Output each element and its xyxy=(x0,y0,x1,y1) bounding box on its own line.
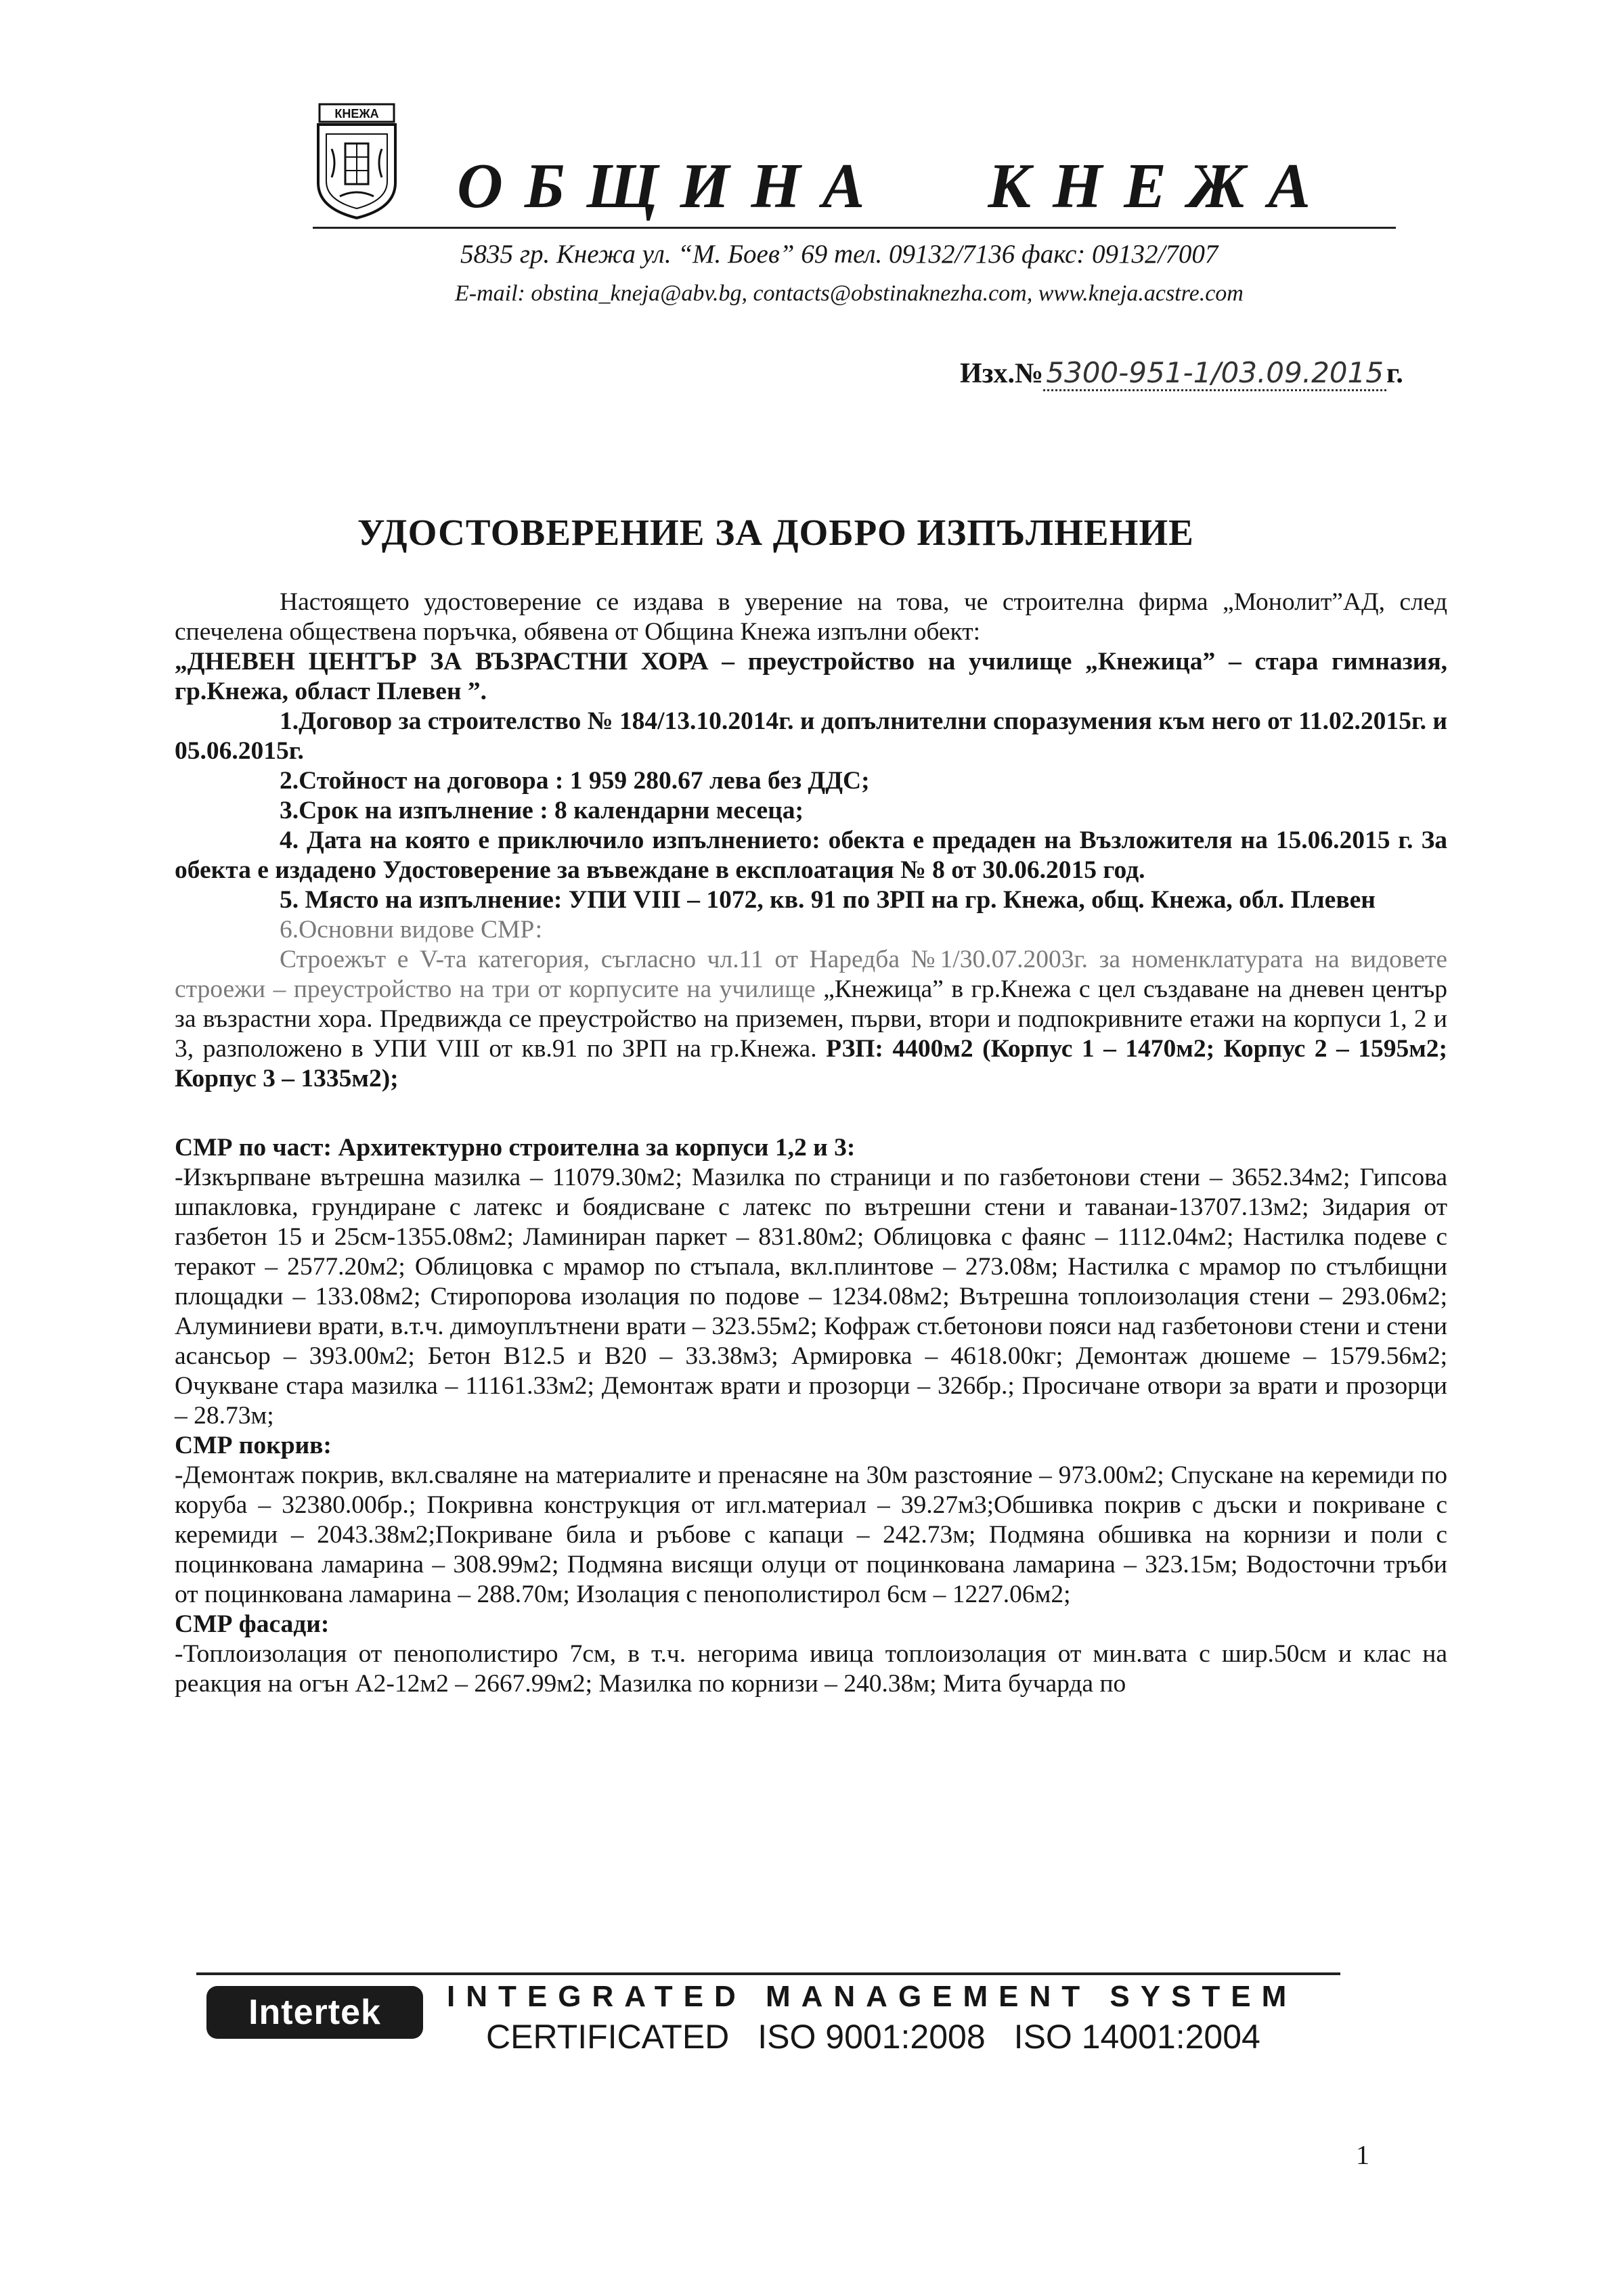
reference-number xyxy=(960,356,1474,390)
org-name-word2: КНЕЖА xyxy=(988,151,1332,221)
item-location: 5. Място на изпълнение: УПИ VIII – 1072, кв. 91 по ЗРП на гр. Кнежа, общ. Кнежа, обл. Плевен xyxy=(280,886,1376,914)
crest-text: КНЕЖА xyxy=(334,107,379,120)
header-divider xyxy=(313,227,1396,229)
intro-paragraph: Настоящето удостоверение се издава в уверение на това, че строителна фирма „Монолит”АД, след спечелена обществена поръчка, обявена от Община Кнежа изпълни обект: xyxy=(175,588,1447,646)
ref-handwritten: 5300-951-1/03.09.2015 xyxy=(1043,356,1386,391)
ref-label: Изх.№ xyxy=(960,358,1044,389)
paragraph-gap xyxy=(175,1094,1447,1133)
iso-9001: ISO 9001:2008 xyxy=(757,2018,986,2056)
smr-roof-text: -Демонтаж покрив, вкл.сваляне на материалите и пренасяне на 30м разстояние – 973.00м2; Спускане на керемиди по коруба – 32380.00бр.; Покривна конструкция от игл.материал – 39.27м3;Обшивка покрив с дъски и покриване с керемиди – 2043.38м2;Покриване била и ръбове с капаци – 242.73м; Подмяна обшивка на корнизи и поли с поцинкована ламарина – 308.99м2; Подмяна висящи олуци от поцинкована ламарина – 323.15м; Водосточни тръби от поцинкована ламарина – 288.70м; Изолация с пенополистирол 6см – 1227.06м2; xyxy=(175,1461,1447,1608)
smr-architecture-text: -Изкърпване вътрешна мазилка – 11079.30м2; Мазилка по страници и по газбетонови стени – 3652.34м2; Гипсова шпакловка, грундиране с латекс и боядисване с латекс по вътрешни стени и таванаи-13707.13м2; Зидария от газбетон 15 и 25см-1355.08м2; Ламиниран паркет – 831.80м2; Облицовка с фаянс – 1112.04м2; Настилка подеве с теракот – 2577.20м2; Облицовка с мрамор по стъпала, вкл.плинтове – 273.08м; Настилка с мрамор по стълбищни площадки – 133.08м2; Стиропорова изолация по подове – 1234.08м2; Вътрешна топлоизолация стени – 293.06м2; Алуминиеви врати, в.т.ч. димоуплътнени врати – 323.55м2; Кофраж ст.бетонови пояси над газбетонови стени и стени асансьор – 393.00м2; Бетон В12.5 и В20 – 33.38м3; Армировка – 4618.00кг; Демонтаж дюшеме – 1579.56м2; Очукване стара мазилка – 11161.33м2; Демонтаж врати и прозорци – 326бр.; Просичане отвори за врати и прозорци – 28.73м; xyxy=(175,1164,1447,1430)
municipality-name xyxy=(457,151,1418,221)
main-works-rzp: РЗП: 4400м2 (Корпус 1 – 1470м2; Корпус 2 – 1595м2; Корпус 3 – 1335м2); xyxy=(175,1035,1448,1092)
footer-divider xyxy=(196,1972,1340,1975)
smr-facade-text: -Топлоизолация от пенополистиро 7см, в т.ч. негорима ивица топлоизолация от мин.вата с шир.50см и клас на реакция на огън А2-12м2 – 2667.99м2; Мазилка по корнизи – 240.38м; Мита бучарда по xyxy=(175,1640,1447,1698)
item-contract-value: 2.Стойност на договора : 1 959 280.67 лева без ДДС; xyxy=(280,767,870,795)
item-main-works-text xyxy=(175,945,1447,1094)
object-name: „ДНЕВЕН ЦЕНТЪР ЗА ВЪЗРАСТНИ ХОРА – преустройство на училище „Кнежица” – стара гимназия, гр.Кнежа, област Плевен ”. xyxy=(175,648,1447,705)
item-main-works-title: 6.Основни видове СМР: xyxy=(280,916,543,944)
item-completion-date: 4. Дата на която е приключило изпълнението: обекта е предаден на Възложителя на 15.06.2015 г. За обекта е издадено Удостоверение за въвеждане в експлоатация № 8 от 30.06.2015 год. xyxy=(175,826,1447,884)
smr-facade-title: СМР фасади: xyxy=(175,1610,330,1638)
page-number: 1 xyxy=(1356,2140,1369,2170)
org-name-word1: ОБЩИНА xyxy=(457,151,887,221)
item-contract: 1.Договор за строителство № 184/13.10.2014г. и допълнителни споразумения към него от 11.02.2015г. и 05.06.2015г. xyxy=(175,707,1447,765)
ims-heading: INTEGRATED MANAGEMENT SYSTEM xyxy=(447,1980,1298,2013)
ref-suffix: г. xyxy=(1386,358,1403,389)
iso-14001: ISO 14001:2004 xyxy=(1013,2018,1260,2056)
municipality-crest-logo xyxy=(313,102,401,222)
smr-roof-title: СМР покрив: xyxy=(175,1432,332,1459)
address-line: 5835 гр. Кнежа ул. “М. Боев” 69 тел. 09132/7136 факс: 09132/7007 xyxy=(460,240,1218,269)
item-term: 3.Срок на изпълнение : 8 календарни месеца; xyxy=(280,797,804,824)
email-line: E-mail: obstina_kneja@abv.bg, contacts@obstinaknezha.com, www.kneja.acstre.com xyxy=(455,281,1244,306)
smr-architecture-title: СМР по част: Архитектурно строителна за корпуси 1,2 и 3: xyxy=(175,1134,856,1162)
intertek-logo: Intertek xyxy=(206,1986,423,2039)
main-works-text: „Кнежица” в гр.Кнежа с цел създаване на дневен център за възрастни хора. Предвижда се преустройство на приземен, първи, втори и подпокривните етажи на корпуси 1, 2 и 3, разположено в УПИ VIII от кв.91 по ЗРП на гр.Кнежа. xyxy=(175,975,1447,1063)
document-body xyxy=(175,588,1447,1699)
certification-line xyxy=(486,2017,1366,2056)
main-works-faded-text: Строежът е V-та категория, съгласно чл.11 от Наредба №1/30.07.2003г. за номенклатурата на видовете строежи – преустройство на три от корпусите на училище xyxy=(175,946,1447,1003)
certificated-label: CERTIFICATED xyxy=(486,2018,730,2056)
document-title: УДОСТОВЕРЕНИЕ ЗА ДОБРО ИЗПЪЛНЕНИЕ xyxy=(357,512,1194,553)
